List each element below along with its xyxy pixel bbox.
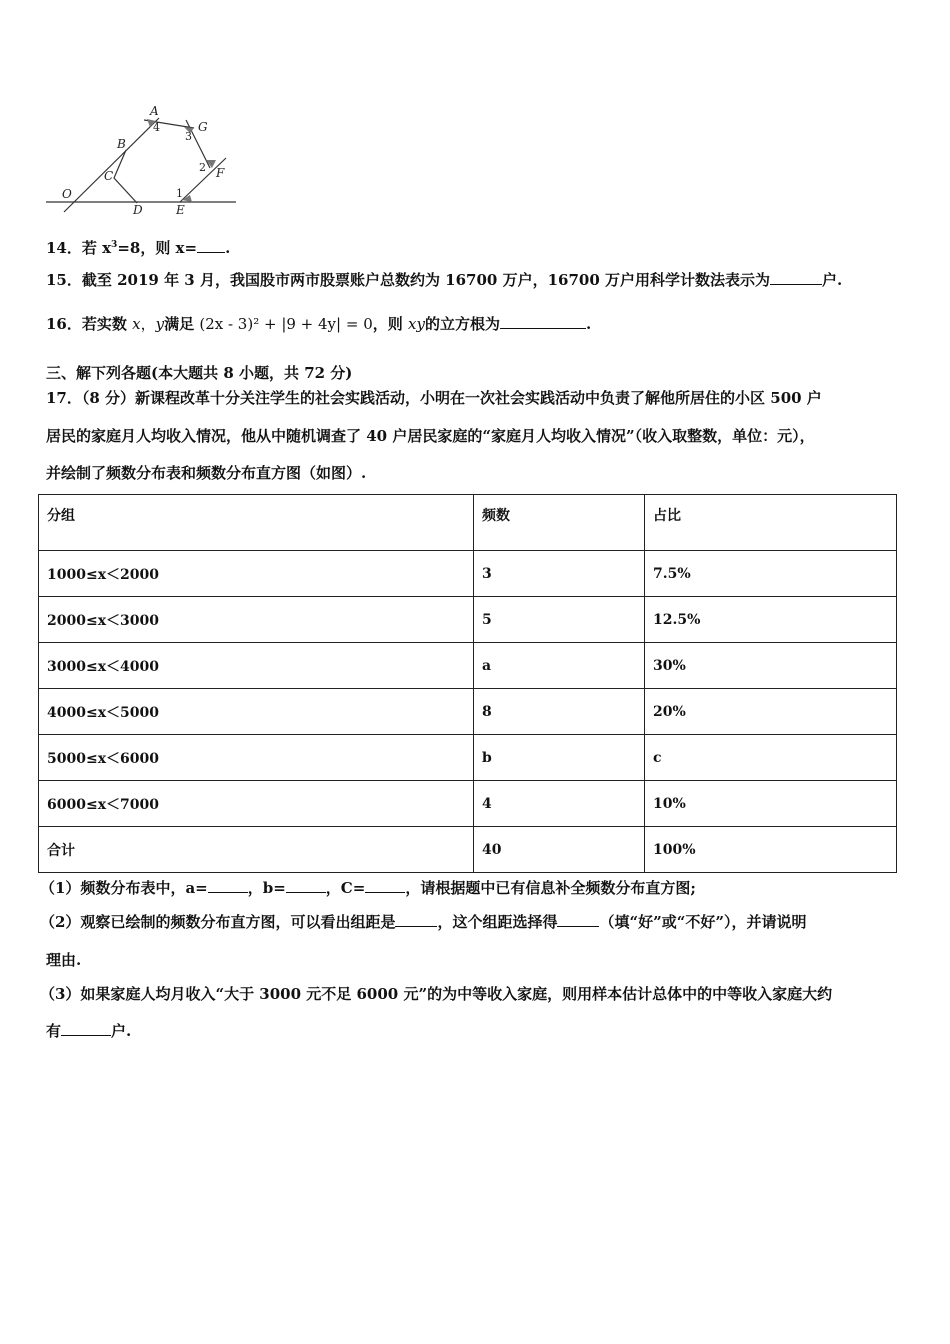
q15-end: 户.	[822, 271, 843, 289]
cell-ratio: 10%	[645, 781, 897, 827]
q16-var-x: x	[132, 315, 141, 333]
table-row	[39, 643, 897, 689]
q16-comma: ，	[140, 315, 156, 333]
sub2-blank-a[interactable]	[395, 912, 437, 927]
q14-end: .	[225, 239, 231, 257]
sub3-text-b: 有	[46, 1022, 62, 1040]
header-ratio: 占比	[645, 495, 897, 551]
label-b: B	[117, 137, 126, 151]
cell-frequency: a	[474, 643, 645, 689]
label-c: C	[104, 169, 114, 183]
sub1-text-a: （1）频数分布表中，a=	[40, 879, 208, 897]
sub2-line-2: 理由.	[46, 951, 82, 969]
q16-text-a: 若实数	[81, 315, 127, 333]
label-o: O	[62, 187, 72, 201]
frequency-table	[38, 494, 897, 873]
table-row	[39, 735, 897, 781]
sub2-text-b: ，这个组距选择得	[437, 913, 558, 931]
cell-group: 6000≤x＜7000	[39, 781, 474, 827]
label-3: 3	[185, 130, 192, 143]
sub3-end: 户.	[111, 1022, 132, 1040]
q16-text-c: ，则	[372, 315, 403, 333]
table-row	[39, 551, 897, 597]
cell-ratio: 30%	[645, 643, 897, 689]
segment-bcd	[114, 150, 137, 203]
q14-number: 14．	[46, 239, 82, 257]
cell-group: 3000≤x＜4000	[39, 643, 474, 689]
cell-frequency: b	[474, 735, 645, 781]
sub2-blank-b[interactable]	[557, 912, 599, 927]
sub1-text-b: ，b=	[247, 879, 286, 897]
label-a: A	[150, 104, 159, 118]
q16-blank[interactable]	[500, 314, 586, 329]
sub-question-3-line-2	[46, 1021, 131, 1041]
cell-group: 5000≤x＜6000	[39, 735, 474, 781]
sub-question-3: （3）如果家庭人均月收入“大于 3000 元不足 6000 元”的为中等收入家庭，则用样本估计总体中的中等收入家庭大约	[40, 985, 833, 1003]
cell-ratio: 100%	[645, 827, 897, 873]
sub3-blank[interactable]	[61, 1021, 111, 1036]
sub2-text-c: （填“好”或“不好”），并请说明	[599, 913, 807, 931]
label-e: E	[176, 203, 185, 217]
geometry-figure	[44, 100, 244, 220]
q16-number: 16．	[46, 315, 82, 333]
header-frequency: 频数	[474, 495, 645, 551]
q16-var-y: y	[155, 315, 165, 333]
sub1-text-c: ，C=	[325, 879, 366, 897]
table-row	[39, 597, 897, 643]
sub1-blank-c[interactable]	[365, 878, 405, 893]
q15-text: 截至 2019 年 3 月，我国股市两市股票账户总数约为 16700 万户，16700 万户用科学计数法表示为	[81, 271, 770, 289]
q16-formula: (2x - 3)² + |9 + 4y| = 0	[199, 315, 373, 333]
q14-sup: 3	[111, 240, 118, 250]
q16-text-b: 满足	[164, 315, 195, 333]
label-d: D	[133, 203, 143, 217]
sub1-blank-b[interactable]	[286, 878, 326, 893]
q17-line-3: 并绘制了频数分布表和频数分布直方图（如图）.	[46, 464, 367, 482]
q17-line-2: 居民的家庭月人均收入情况，他从中随机调查了 40 户居民家庭的“家庭月人均收入情况”（收入取整数，单位：元），	[46, 427, 815, 445]
question-14	[46, 235, 230, 258]
cell-frequency: 40	[474, 827, 645, 873]
cell-frequency: 8	[474, 689, 645, 735]
cell-group: 1000≤x＜2000	[39, 551, 474, 597]
q16-text-d: 的立方根为	[424, 315, 500, 333]
cell-frequency: 5	[474, 597, 645, 643]
label-g: G	[198, 120, 208, 134]
label-1: 1	[176, 187, 183, 200]
cell-ratio: 20%	[645, 689, 897, 735]
header-group: 分组	[39, 495, 474, 551]
question-15	[46, 270, 842, 290]
ray-ob	[64, 118, 159, 212]
cell-group: 合计	[39, 827, 474, 873]
table-row-total	[39, 827, 897, 873]
q17-line-1: 17．（8 分）新课程改革十分关注学生的社会实践活动，小明在一次社会实践活动中负责了解他所居住的小区 500 户	[46, 389, 822, 407]
cell-frequency: 3	[474, 551, 645, 597]
section-3-title: 三、解下列各题(本大题共 8 小题，共 72 分)	[46, 364, 353, 382]
sub1-blank-a[interactable]	[208, 878, 248, 893]
cell-frequency: 4	[474, 781, 645, 827]
cell-group: 2000≤x＜3000	[39, 597, 474, 643]
q14-blank[interactable]	[197, 238, 225, 253]
table-header-row	[39, 495, 897, 551]
q16-end: .	[585, 315, 592, 333]
cell-ratio: 7.5%	[645, 551, 897, 597]
table-row	[39, 781, 897, 827]
q15-number: 15．	[46, 271, 82, 289]
q14-text-b: =8，则 x=	[117, 239, 198, 257]
table-row	[39, 689, 897, 735]
question-16	[46, 314, 591, 334]
sub-question-2	[40, 912, 806, 932]
cell-group: 4000≤x＜5000	[39, 689, 474, 735]
label-2: 2	[199, 161, 206, 174]
q15-blank[interactable]	[770, 270, 822, 285]
q16-var-xy: xy	[408, 315, 425, 333]
label-f: F	[216, 166, 225, 180]
q14-text-a: 若 x	[81, 239, 112, 257]
cell-ratio: 12.5%	[645, 597, 897, 643]
cell-ratio: c	[645, 735, 897, 781]
sub-question-1	[40, 878, 696, 898]
label-4: 4	[153, 121, 160, 134]
sub1-text-d: ，请根据题中已有信息补全频数分布直方图;	[405, 879, 696, 897]
sub2-text-a: （2）观察已绘制的频数分布直方图，可以看出组距是	[40, 913, 396, 931]
